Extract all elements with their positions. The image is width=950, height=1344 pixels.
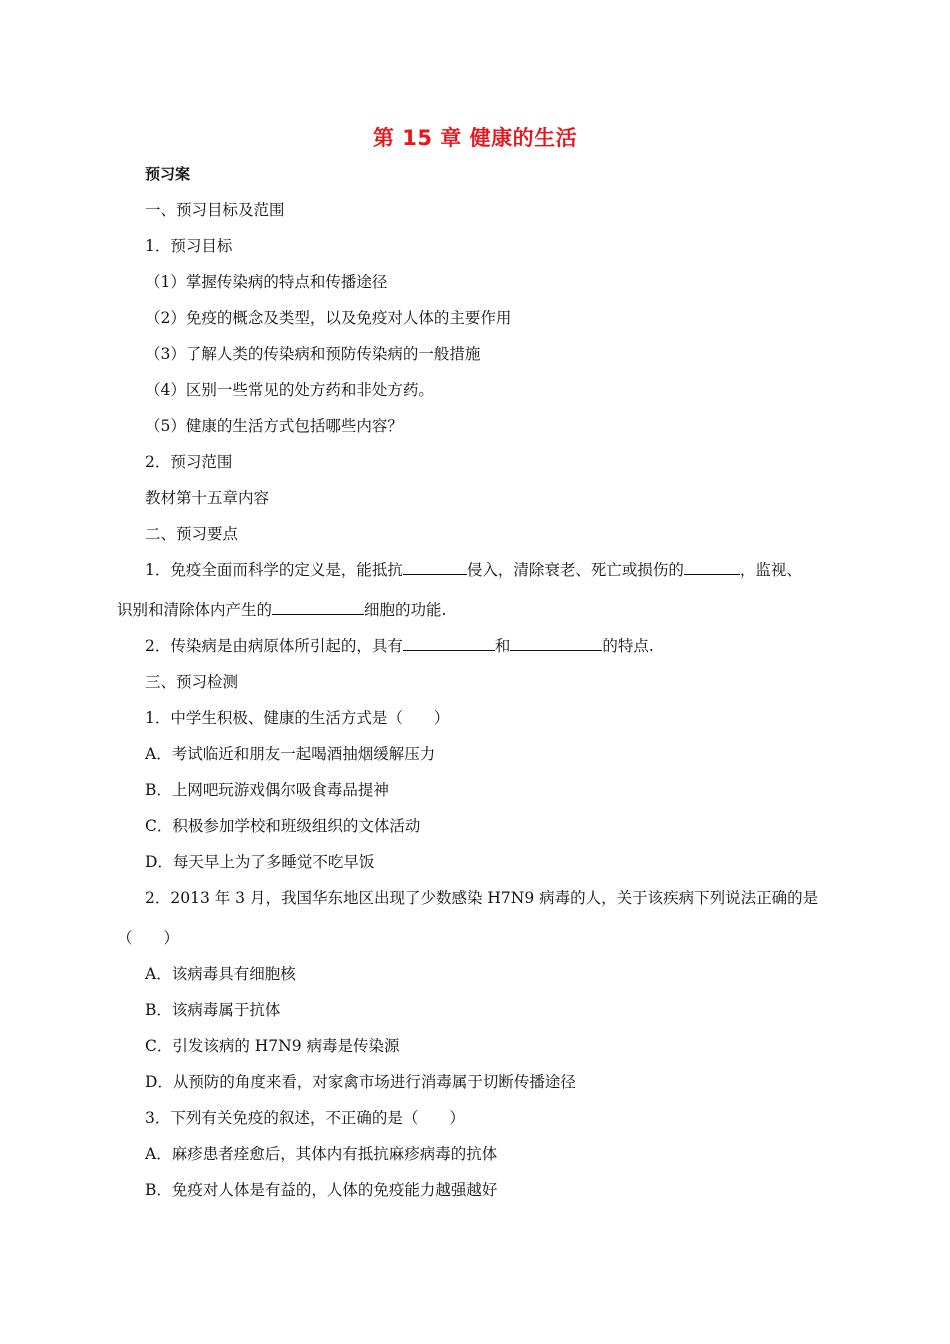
question-stem: 3．下列有关免疫的叙述，不正确的是（ ） bbox=[145, 1109, 465, 1127]
goal-item: （2）免疫的概念及类型，以及免疫对人体的主要作用 bbox=[145, 309, 512, 327]
answer-option: D．每天早上为了多睡觉不吃早饭 bbox=[145, 853, 375, 871]
scope-text: 教材第十五章内容 bbox=[145, 489, 270, 507]
answer-blank[interactable] bbox=[272, 600, 364, 615]
answer-blank[interactable] bbox=[510, 636, 602, 651]
goal-item: （3）了解人类的传染病和预防传染病的一般措施 bbox=[145, 345, 481, 363]
section-label: 预习案 bbox=[145, 165, 191, 183]
question-stem: 1．中学生积极、健康的生活方式是（ ） bbox=[145, 709, 450, 727]
question-text: 和 bbox=[494, 637, 511, 655]
part2-heading: 二、预习要点 bbox=[145, 525, 239, 543]
question-text: ，监视、 bbox=[739, 561, 802, 579]
goal-heading: 1．预习目标 bbox=[145, 237, 233, 255]
answer-option: A．该病毒具有细胞核 bbox=[145, 965, 296, 983]
fill-blank-question-1-cont bbox=[117, 600, 446, 620]
goal-item: （4）区别一些常见的处方药和非处方药。 bbox=[145, 381, 434, 399]
question-text: 细胞的功能. bbox=[364, 601, 447, 619]
answer-blank[interactable] bbox=[403, 636, 495, 651]
question-text: 1．免疫全面而科学的定义是，能抵抗 bbox=[145, 561, 403, 579]
fill-blank-question-1 bbox=[145, 560, 802, 580]
answer-option: D．从预防的角度来看，对家禽市场进行消毒属于切断传播途径 bbox=[145, 1073, 576, 1091]
question-stem-cont: （ ） bbox=[117, 929, 180, 947]
answer-option: C．引发该病的 H7N9 病毒是传染源 bbox=[145, 1037, 400, 1055]
answer-option: B．免疫对人体是有益的，人体的免疫能力越强越好 bbox=[145, 1181, 498, 1199]
answer-option: B．该病毒属于抗体 bbox=[145, 1001, 281, 1019]
part1-heading: 一、预习目标及范围 bbox=[145, 201, 285, 219]
answer-blank[interactable] bbox=[684, 560, 740, 575]
answer-option: C．积极参加学校和班级组织的文体活动 bbox=[145, 817, 421, 835]
question-text: 侵入，清除衰老、死亡或损伤的 bbox=[466, 561, 684, 579]
answer-blank[interactable] bbox=[403, 560, 467, 575]
part3-heading: 三、预习检测 bbox=[145, 673, 239, 691]
question-text: 的特点. bbox=[602, 637, 654, 655]
answer-option: B．上网吧玩游戏偶尔吸食毒品提神 bbox=[145, 781, 389, 799]
goal-item: （5）健康的生活方式包括哪些内容？ bbox=[145, 417, 403, 435]
question-text: 识别和清除体内产生的 bbox=[117, 601, 273, 619]
scope-heading: 2．预习范围 bbox=[145, 453, 233, 471]
answer-option: A．麻疹患者痊愈后，其体内有抵抗麻疹病毒的抗体 bbox=[145, 1145, 498, 1163]
question-stem: 2．2013 年 3 月，我国华东地区出现了少数感染 H7N9 病毒的人，关于该疾病下列说法正确的是 bbox=[145, 889, 819, 907]
answer-option: A．考试临近和朋友一起喝酒抽烟缓解压力 bbox=[145, 745, 436, 763]
fill-blank-question-2 bbox=[145, 636, 654, 656]
goal-item: （1）掌握传染病的特点和传播途径 bbox=[145, 273, 388, 291]
question-text: 2．传染病是由病原体所引起的，具有 bbox=[145, 637, 403, 655]
page-title: 第 15 章 健康的生活 bbox=[372, 126, 578, 150]
